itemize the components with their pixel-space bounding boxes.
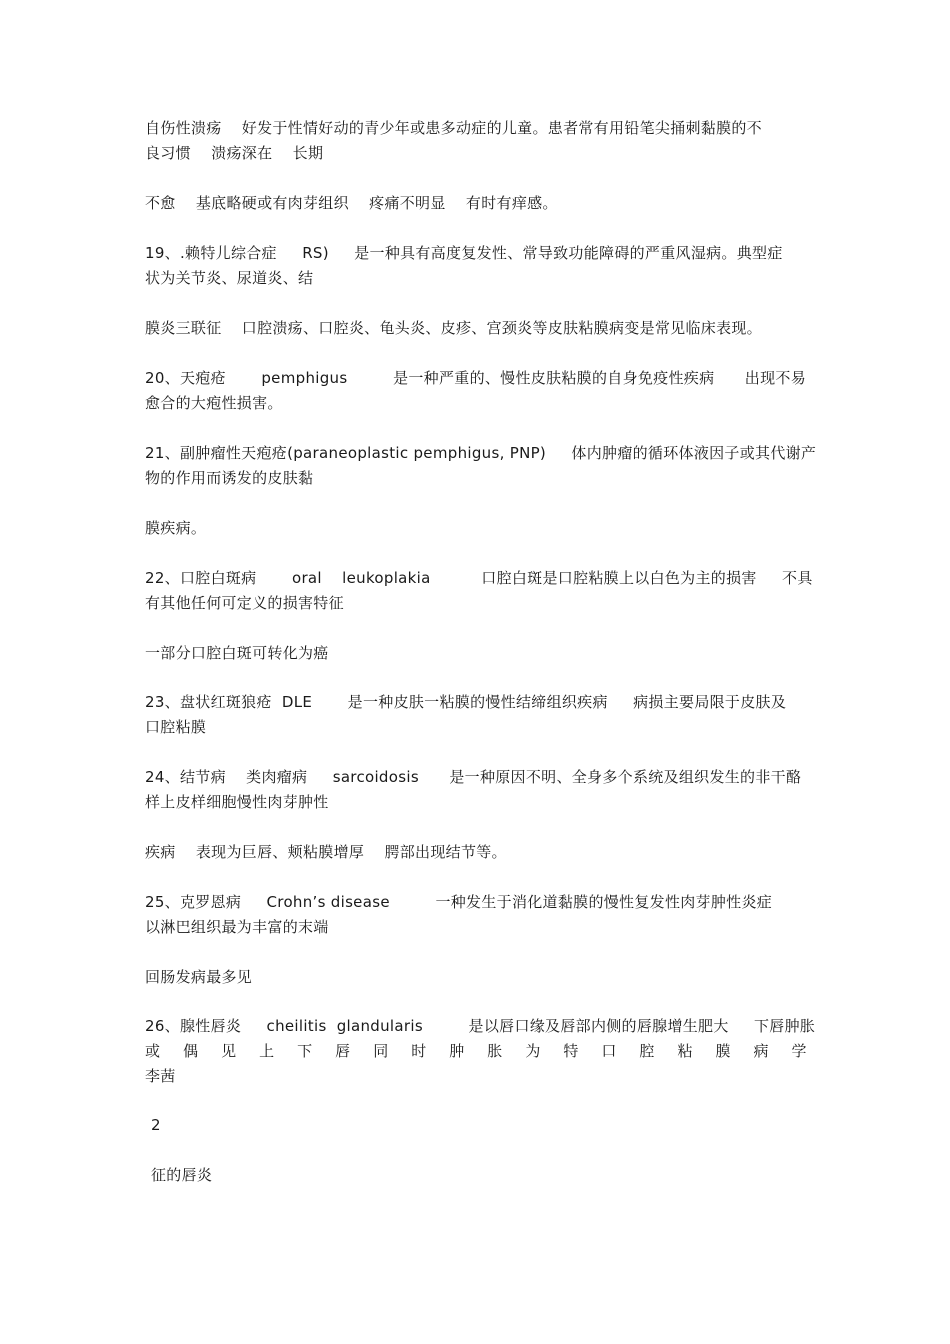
text-line: 21、副肿瘤性天疱疮(paraneoplastic pemphigus, PNP) 体内肿瘤的循环体液因子或其代谢产 — [145, 444, 817, 462]
text-line: 24、结节病 类肉瘤病 sarcoidosis 是一种原因不明、全身多个系统及组织发生的非干酪 — [145, 768, 802, 786]
text-line: 20、天疱疮 pemphigus 是一种严重的、慢性皮肤粘膜的自身免疫性疾病 出现不易 — [145, 369, 806, 387]
text-line: 不愈 基底略硬或有肉芽组织 疼痛不明显 有时有痒感。 — [145, 194, 558, 212]
text-line: 膜疾病。 — [145, 519, 207, 537]
text-line: 口腔粘膜 — [145, 718, 207, 736]
justified-char: 肿 — [449, 1042, 465, 1060]
text-line: 22、口腔白斑病 oral leukoplakia 口腔白斑是口腔粘膜上以白色为主的损害 不具 — [145, 569, 813, 587]
text-line: 19、.赖特儿综合症 RS) 是一种具有高度复发性、常导致功能障碍的严重风湿病。典型症 — [145, 244, 783, 262]
text-line: 样上皮样细胞慢性肉芽肿性 — [145, 793, 329, 811]
justified-char: 下 — [297, 1042, 313, 1060]
justified-char: 同 — [373, 1042, 389, 1060]
text-line: 自伤性溃疡 好发于性情好动的青少年或患多动症的儿童。患者常有用铅笔尖捅刺黏膜的不 — [145, 119, 762, 137]
text-line: 愈合的大疱性损害。 — [145, 394, 283, 412]
justified-char: 病 — [753, 1042, 769, 1060]
text-line: 膜炎三联征 口腔溃疡、口腔炎、龟头炎、皮疹、宫颈炎等皮肤粘膜病变是常见临床表现。 — [145, 319, 762, 337]
justified-char: 学 — [791, 1042, 807, 1060]
justified-char: 或 — [145, 1042, 161, 1060]
text-line: 疾病 表现为巨唇、颊粘膜增厚 腭部出现结节等。 — [145, 843, 507, 861]
text-line: 物的作用而诱发的皮肤黏 — [145, 469, 314, 487]
justified-text-line — [145, 1041, 807, 1061]
justified-char: 腔 — [639, 1042, 655, 1060]
text-line: 有其他任何可定义的损害特征 — [145, 594, 344, 612]
justified-char: 膜 — [715, 1042, 731, 1060]
justified-char: 见 — [221, 1042, 237, 1060]
justified-char: 上 — [259, 1042, 275, 1060]
text-line: 26、腺性唇炎 cheilitis glandularis 是以唇口缘及唇部内侧的唇腺增生肥大 下唇肿胀 — [145, 1017, 816, 1035]
text-line: 回肠发病最多见 — [145, 968, 253, 986]
text-line: 23、盘状红斑狼疮 DLE 是一种皮肤一粘膜的慢性结缔组织疾病 病损主要局限于皮肤及 — [145, 693, 787, 711]
text-line: 征的唇炎 — [151, 1166, 213, 1184]
justified-char: 特 — [563, 1042, 579, 1060]
justified-char: 偶 — [183, 1042, 199, 1060]
text-line: 以淋巴组织最为丰富的末端 — [145, 918, 329, 936]
text-line: 良习惯 溃疡深在 长期 — [145, 144, 324, 162]
justified-char: 唇 — [335, 1042, 351, 1060]
justified-char: 胀 — [487, 1042, 503, 1060]
text-line: 一部分口腔白斑可转化为癌 — [145, 644, 329, 662]
justified-char: 为 — [525, 1042, 541, 1060]
justified-char: 粘 — [677, 1042, 693, 1060]
text-line: 状为关节炎、尿道炎、结 — [145, 269, 314, 287]
justified-char: 口 — [601, 1042, 617, 1060]
text-line: 25、克罗恩病 Crohn’s disease 一种发生于消化道黏膜的慢性复发性肉芽肿性炎症 — [145, 893, 773, 911]
author-name: 李茜 — [145, 1067, 176, 1085]
justified-char: 时 — [411, 1042, 427, 1060]
page-number: 2 — [151, 1116, 161, 1134]
